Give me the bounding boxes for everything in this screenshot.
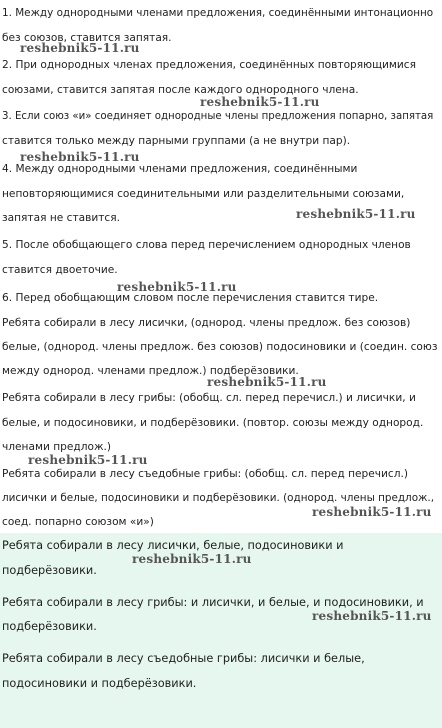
example-line: между однород. членами предлож.) подберёзовики. bbox=[2, 365, 299, 377]
rule-3-line-2: ставится только между парными группами (а не внутри пар). bbox=[2, 135, 351, 147]
answer-line: Ребята собирали в лесу лисички, белые, подосиновики и bbox=[2, 539, 344, 552]
watermark: reshebnik5-11.ru bbox=[20, 41, 140, 55]
example-line: белые, (однород. члены предлож. без союзов) подосиновики и (соедин. союз bbox=[2, 341, 438, 353]
rule-3-line-1: 3. Если союз «и» соединяет однородные члены предложения попарно, запятая bbox=[2, 111, 434, 122]
watermark: reshebnik5-11.ru bbox=[117, 280, 237, 294]
example-line: Ребята собирали в лесу грибы: (обобщ. сл. перед перечисл.) и лисички, и bbox=[2, 392, 416, 404]
watermark: reshebnik5-11.ru bbox=[200, 95, 320, 109]
example-line: Ребята собирали в лесу съедобные грибы: (обобщ. сл. перед перечисл.) bbox=[2, 468, 409, 480]
watermark: reshebnik5-11.ru bbox=[312, 505, 432, 519]
answer-line: Ребята собирали в лесу съедобные грибы: лисички и белые, bbox=[2, 652, 365, 665]
answer-line: подберёзовики. bbox=[2, 564, 97, 577]
watermark: reshebnik5-11.ru bbox=[207, 375, 327, 389]
answer-line: подберёзовики. bbox=[2, 620, 97, 633]
watermark: reshebnik5-11.ru bbox=[20, 150, 140, 164]
example-line: соед. попарно союзом «и») bbox=[2, 516, 154, 528]
rule-2-line-2: союзами, ставится запятая после каждого однородного члена. bbox=[2, 84, 359, 96]
rule-4-line-1: 4. Между однородными членами предложения, соединёнными bbox=[2, 163, 358, 175]
rule-1-line-1: 1. Между однородными членами предложения, соединёнными интонационно bbox=[2, 7, 434, 19]
rule-4-line-2: неповторяющимися соединительными или разделительными союзами, bbox=[2, 188, 405, 200]
rule-2-line-1: 2. При однородных членах предложения, соединённых повторяющимися bbox=[2, 59, 417, 71]
answer-line: подосиновики и подберёзовики. bbox=[2, 677, 197, 690]
rule-4-line-3: запятая не ставится. bbox=[2, 212, 120, 224]
rule-1-line-2: без союзов, ставится запятая. bbox=[2, 32, 172, 44]
rule-6-line-1: 6. Перед обобщающим словом после перечисления ставится тире. bbox=[2, 292, 379, 304]
example-line: лисички и белые, подосиновики и подберёзовики. (однород. члены предлож., bbox=[2, 492, 435, 504]
rule-5-line-2: ставится двоеточие. bbox=[2, 264, 118, 276]
example-line: Ребята собирали в лесу лисички, (однород. члены предлож. без союзов) bbox=[2, 317, 411, 329]
watermark: reshebnik5-11.ru bbox=[312, 609, 432, 623]
answer-line: Ребята собирали в лесу грибы: и лисички, и белые, и подосиновики, и bbox=[2, 596, 424, 609]
rule-5-line-1: 5. После обобщающего слова перед перечислением однородных членов bbox=[2, 239, 411, 251]
example-line: членами предлож.) bbox=[2, 441, 111, 453]
watermark: reshebnik5-11.ru bbox=[296, 207, 416, 221]
example-line: белые, и подосиновики, и подберёзовики. (повтор. союзы между однород. bbox=[2, 417, 424, 429]
watermark: reshebnik5-11.ru bbox=[132, 552, 252, 566]
watermark: reshebnik5-11.ru bbox=[28, 453, 148, 467]
